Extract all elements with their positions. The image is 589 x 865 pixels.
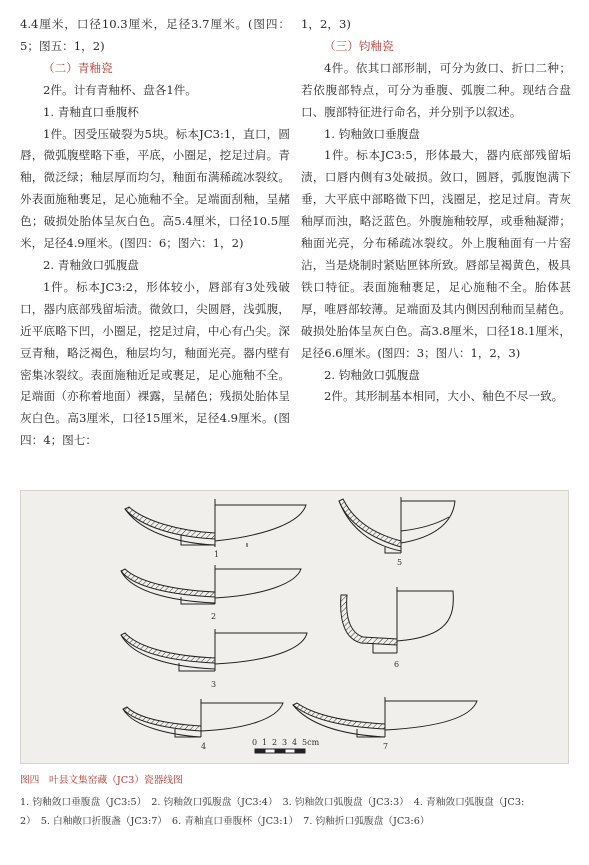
figure-label: 5 [397, 558, 403, 567]
figure-caption-title: 图四 叶县文集窑藏（JC3）瓷器线图 [20, 775, 183, 786]
vessel-drawing-5 [339, 497, 455, 553]
scale-bar [255, 749, 305, 753]
scale-tick: 2 [272, 738, 278, 747]
paragraph: 1件。因受压破裂为5块。标本JC3:1，直口，圆唇，微弧腹壁略下垂，平底，小圈足，挖足过肩。青釉，微泛绿；釉层厚而均匀，釉面布满稀疏冰裂纹。外表面施釉裹足，足心施釉不全。足端面刮釉，呈赭色；破损处胎体呈灰白色。高5.4厘米，口径10.5厘米，足径4.9厘米。(图四：6；图六：1，2) [20, 126, 290, 251]
vessel-drawing-3 [121, 629, 307, 671]
vessel-drawing-6 [341, 587, 454, 653]
paragraph: 4.4厘米，口径10.3厘米，足径3.7厘米。(图四：5；图五：1，2) [20, 17, 290, 53]
scale-tick: 4 [292, 738, 298, 747]
item-title: 1. 青釉直口垂腹杯 [43, 104, 139, 119]
figure-line-drawings [20, 490, 569, 764]
section-title: （三）钧釉瓷 [324, 38, 394, 53]
figure-label: 2 [211, 612, 217, 621]
paragraph: 1件。标本JC3:5，形体最大，器内底部残留垢渍，口唇内侧有3处破损。敛口，圆唇，弧腹饱满下垂，大平底中部略微下凹，浅圈足，挖足过肩。青灰釉厚而浊，略泛蓝色。外腹施釉较厚，或垂釉凝滞；釉面光亮，分布稀疏冰裂纹。外上腹釉面有一片窑沾，当是烧制时紧贴匣钵所致。唇部呈褐黄色，极具铁口特征。表面施釉裹足，足心施釉不全。胎体甚厚，唯唇部较薄。足端面及其内侧因刮釉而呈赭色。破损处胎体呈灰白色。高3.8厘米，口径18.1厘米，足径6.6厘米。(图四：3；图八：1，2，3) [301, 148, 571, 360]
item-title: 2. 青釉敛口弧腹盘 [43, 257, 139, 272]
left-column [20, 14, 290, 452]
figure-caption-line: 1. 钧釉敛口垂腹盘（JC3:5） 2. 钧釉敛口弧腹盘（JC3:4） 3. 钧釉敛口弧腹盘（JC3:3） 4. 青釉敛口弧腹盘（JC3: [20, 797, 525, 808]
vessel-drawing-7 [293, 697, 477, 737]
item-title: 2. 钧釉敛口弧腹盘 [324, 367, 420, 382]
figure-label: 1 [214, 550, 220, 559]
paragraph: 1件。标本JC3:2，形体较小，唇部有3处残破口，器内底部残留垢渍。微敛口，尖圆唇，浅弧腹，近平底略下凹，小圈足，挖足过肩，中心有凸尖。深豆青釉，略泛褐色，釉层均匀，釉面光亮。器内壁有密集冰裂纹。表面施釉近足或裹足，足心施釉不全。足端面（亦称着地面）裸露，呈赭色；残损处胎体呈灰白色。高3厘米，口径15厘米，足径4.9厘米。(图四：4；图七： [20, 279, 290, 448]
right-column [301, 14, 571, 408]
vessel-drawing-4 [123, 699, 283, 737]
item-title: 1. 钧釉敛口垂腹盘 [324, 126, 420, 141]
scale-tick: 5cm [302, 738, 320, 747]
figure-label: 7 [383, 742, 389, 751]
figure-label: 4 [201, 742, 207, 751]
vessel-drawing-2 [121, 565, 301, 604]
figure-label: 6 [394, 660, 400, 669]
paragraph: 2件。计有青釉杯、盘各1件。 [43, 82, 197, 97]
paragraph: 2件。其形制基本相同，大小、釉色不尽一致。 [324, 389, 564, 404]
scale-tick: 3 [282, 738, 288, 747]
figure-label: 3 [211, 680, 217, 689]
scale-tick: 1 [262, 738, 268, 747]
vessel-drawing-1 [125, 499, 306, 547]
paragraph: 4件。依其口部形制，可分为敛口、折口二种；若依腹部特点，可分为垂腹、弧腹二种。现结合盘口、腹部特征进行命名，并分别予以叙述。 [301, 60, 571, 119]
paragraph: 1，2，3) [301, 17, 351, 31]
scale-tick: 0 [252, 738, 258, 747]
figure-caption-line: 2） 5. 白釉敞口折腹盏（JC3:7） 6. 青釉直口垂腹杯（JC3:1） 7. 钧釉折口弧腹盘（JC3:6） [20, 816, 430, 827]
section-title: （二）青釉瓷 [43, 60, 113, 75]
